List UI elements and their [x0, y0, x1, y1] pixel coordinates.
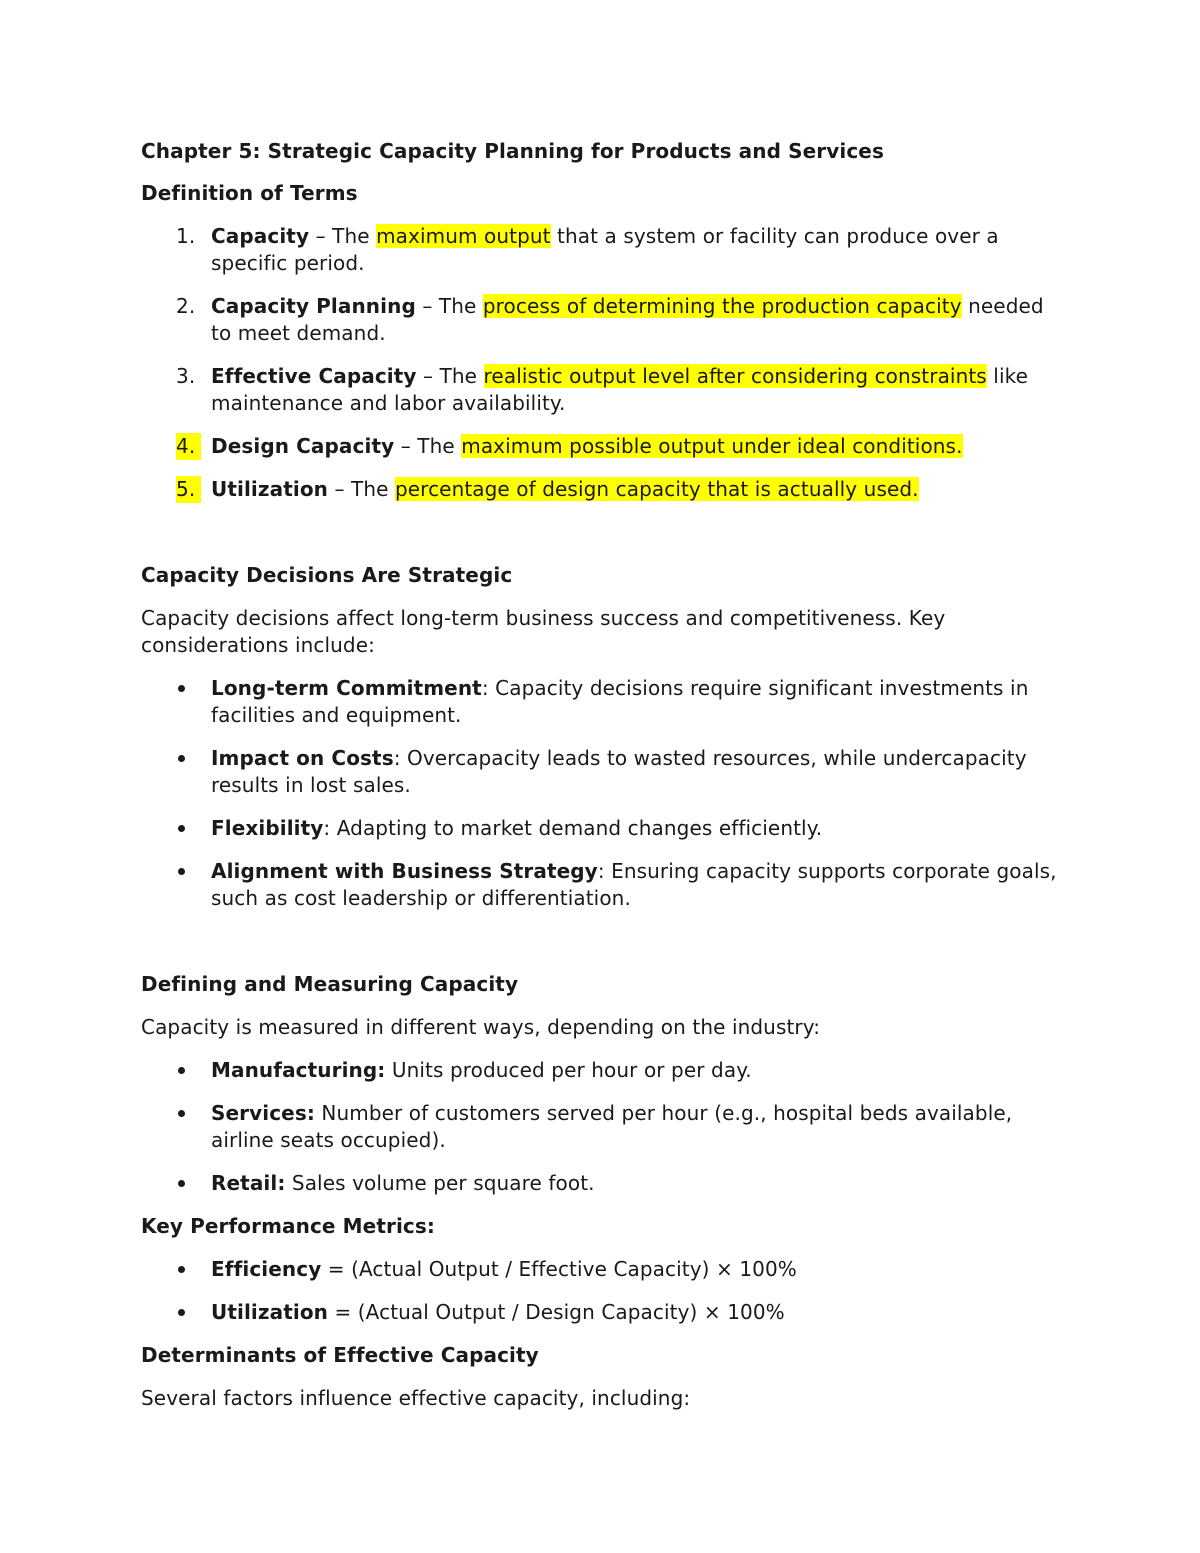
- item-text: : Ensuring capacity supports corporate goals, such as cost leadership or differentiation.: [211, 859, 1057, 910]
- list-item: [141, 1256, 1061, 1283]
- list-item: [141, 1100, 1061, 1154]
- term-dash: – The: [394, 434, 462, 458]
- definitions-heading: Definition of Terms: [141, 181, 358, 205]
- term: Utilization: [211, 1300, 328, 1324]
- highlighted-text: maximum possible output under ideal conditions.: [461, 434, 963, 458]
- item-text: Units produced per hour or per day.: [385, 1058, 752, 1082]
- item-text: Sales volume per square foot.: [285, 1171, 595, 1195]
- bullet-icon: [178, 755, 185, 762]
- list-item: [141, 1299, 1061, 1326]
- document-page: [141, 138, 1061, 1412]
- highlighted-text: percentage of design capacity that is actually used.: [394, 477, 919, 501]
- list-number: 3.: [176, 364, 196, 388]
- item-text: : Overcapacity leads to wasted resources, while undercapacity results in lost sales.: [211, 746, 1027, 797]
- bullet-icon: [178, 825, 185, 832]
- bullet-icon: [178, 868, 185, 875]
- metrics-list: [141, 1256, 1061, 1326]
- list-number: 5.: [176, 476, 201, 503]
- term: Efficiency: [211, 1257, 322, 1281]
- term: Utilization: [211, 477, 328, 501]
- term: Retail:: [211, 1171, 286, 1195]
- list-item: [141, 476, 1061, 503]
- list-item: [141, 223, 1061, 277]
- determinants-heading: Determinants of Effective Capacity: [141, 1343, 539, 1367]
- list-number: 4.: [176, 433, 201, 460]
- term-dash: – The: [416, 364, 484, 388]
- strategic-list: [141, 675, 1061, 912]
- formula-text: = (Actual Output / Effective Capacity) × 100%: [321, 1257, 797, 1281]
- term: Long-term Commitment: [211, 676, 482, 700]
- measuring-heading: Defining and Measuring Capacity: [141, 972, 519, 996]
- definitions-list: [141, 223, 1061, 503]
- bullet-icon: [178, 1067, 185, 1074]
- term: Design Capacity: [211, 434, 395, 458]
- term-dash: – The: [415, 294, 483, 318]
- measuring-intro: Capacity is measured in different ways, depending on the industry:: [141, 1015, 821, 1039]
- term-dash: – The: [328, 477, 395, 501]
- highlighted-text: maximum output: [376, 224, 551, 248]
- bullet-icon: [178, 1266, 185, 1273]
- highlighted-text: process of determining the production capacity: [482, 294, 962, 318]
- formula-text: = (Actual Output / Design Capacity) × 100%: [328, 1300, 785, 1324]
- definition-text: needed to meet demand.: [211, 294, 1044, 345]
- determinants-intro: Several factors influence effective capacity, including:: [141, 1386, 691, 1410]
- term: Effective Capacity: [211, 364, 417, 388]
- list-number: 1.: [176, 224, 196, 248]
- term: Capacity Planning: [211, 294, 416, 318]
- term: Manufacturing:: [211, 1058, 386, 1082]
- strategic-heading: Capacity Decisions Are Strategic: [141, 563, 513, 587]
- bullet-icon: [178, 685, 185, 692]
- metrics-heading: Key Performance Metrics:: [141, 1214, 435, 1238]
- list-item: [141, 293, 1061, 347]
- term: Flexibility: [211, 816, 324, 840]
- definition-text: that a system or facility can produce over a specific period.: [211, 224, 999, 275]
- bullet-icon: [178, 1309, 185, 1316]
- term: Alignment with Business Strategy: [211, 859, 598, 883]
- term: Capacity: [211, 224, 310, 248]
- measuring-list: [141, 1057, 1061, 1197]
- item-text: : Adapting to market demand changes efficiently.: [323, 816, 823, 840]
- list-item: [141, 363, 1061, 417]
- term: Services:: [211, 1101, 315, 1125]
- list-item: [141, 745, 1061, 799]
- list-item: [141, 675, 1061, 729]
- list-item: [141, 815, 1061, 842]
- strategic-intro: Capacity decisions affect long-term business success and competitiveness. Key considerations include:: [141, 606, 946, 657]
- term: Impact on Costs: [211, 746, 394, 770]
- list-item: [141, 858, 1061, 912]
- term-dash: – The: [309, 224, 377, 248]
- highlighted-text: realistic output level after considering constraints: [483, 364, 987, 388]
- bullet-icon: [178, 1110, 185, 1117]
- list-item: [141, 433, 1061, 460]
- list-number: 2.: [176, 294, 196, 318]
- list-item: [141, 1170, 1061, 1197]
- definition-text: like maintenance and labor availability.: [211, 364, 1028, 415]
- list-item: [141, 1057, 1061, 1084]
- item-text: Number of customers served per hour (e.g., hospital beds available, airline seats occupied).: [211, 1101, 1013, 1152]
- chapter-title: Chapter 5: Strategic Capacity Planning for Products and Services: [141, 139, 884, 163]
- item-text: : Capacity decisions require significant investments in facilities and equipment.: [211, 676, 1029, 727]
- bullet-icon: [178, 1180, 185, 1187]
